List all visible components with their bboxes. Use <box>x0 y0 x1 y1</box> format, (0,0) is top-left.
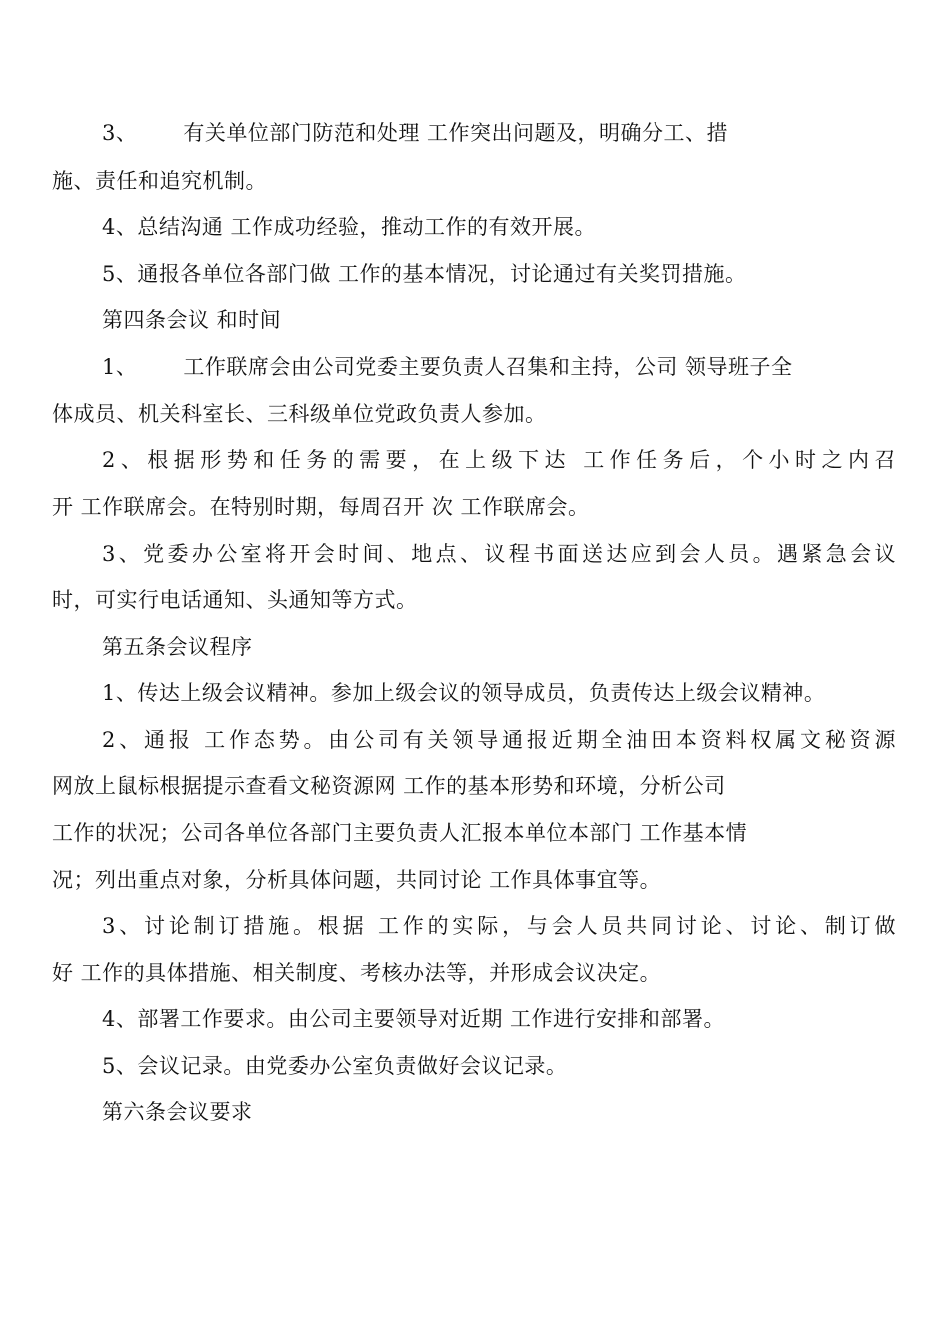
paragraph-line: 3、党委办公室将开会时间、地点、议程书面送达应到会人员。遇紧急会议 <box>102 542 896 566</box>
paragraph-line: 1、传达上级会议精神。参加上级会议的领导成员，负责传达上级会议精神。 <box>102 681 826 705</box>
line-text: 有关单位部门防范和处理 工作突出问题及，明确分工、措 <box>183 121 729 145</box>
section-heading: 第五条会议程序 <box>102 635 253 659</box>
section-heading: 第四条会议 和时间 <box>102 308 282 332</box>
paragraph-line: 时，可实行电话通知、头通知等方式。 <box>52 588 418 612</box>
section-heading: 第六条会议要求 <box>102 1100 253 1124</box>
paragraph-line <box>102 118 728 148</box>
paragraph-line: 况；列出重点对象，分析具体问题，共同讨论 工作具体事宜等。 <box>52 868 662 892</box>
paragraph-line <box>102 352 793 382</box>
paragraph-line: 4、总结沟通 工作成功经验，推动工作的有效开展。 <box>102 215 597 239</box>
list-number: 1、 <box>102 355 138 379</box>
paragraph-line: 3、讨论制订措施。根据 工作的实际，与会人员共同讨论、讨论、制订做 <box>102 914 896 938</box>
paragraph-line: 5、通报各单位各部门做 工作的基本情况，讨论通过有关奖罚措施。 <box>102 262 747 286</box>
paragraph-line: 工作的状况；公司各单位各部门主要负责人汇报本单位本部门 工作基本情 <box>52 821 748 845</box>
line-text: 工作联席会由公司党委主要负责人召集和主持，公司 领导班子全 <box>183 355 793 379</box>
paragraph-line: 体成员、机关科室长、三科级单位党政负责人参加。 <box>52 402 547 426</box>
paragraph-line: 4、部署工作要求。由公司主要领导对近期 工作进行安排和部署。 <box>102 1007 726 1031</box>
paragraph-line: 5、会议记录。由党委办公室负责做好会议记录。 <box>102 1054 568 1078</box>
paragraph-line: 开 工作联席会。在特别时期，每周召开 次 工作联席会。 <box>52 495 590 519</box>
paragraph-line: 好 工作的具体措施、相关制度、考核办法等，并形成会议决定。 <box>52 961 662 985</box>
list-number: 3、 <box>102 121 138 145</box>
paragraph-line: 施、责任和追究机制。 <box>52 169 267 193</box>
paragraph-line: 网放上鼠标根据提示查看文秘资源网 工作的基本形势和环境，分析公司 <box>52 774 726 798</box>
paragraph-line: 2、通报 工作态势。由公司有关领导通报近期全油田本资料权属文秘资源 <box>102 728 896 752</box>
paragraph-line: 2、根据形势和任务的需要，在上级下达 工作任务后，个小时之内召 <box>102 448 896 472</box>
